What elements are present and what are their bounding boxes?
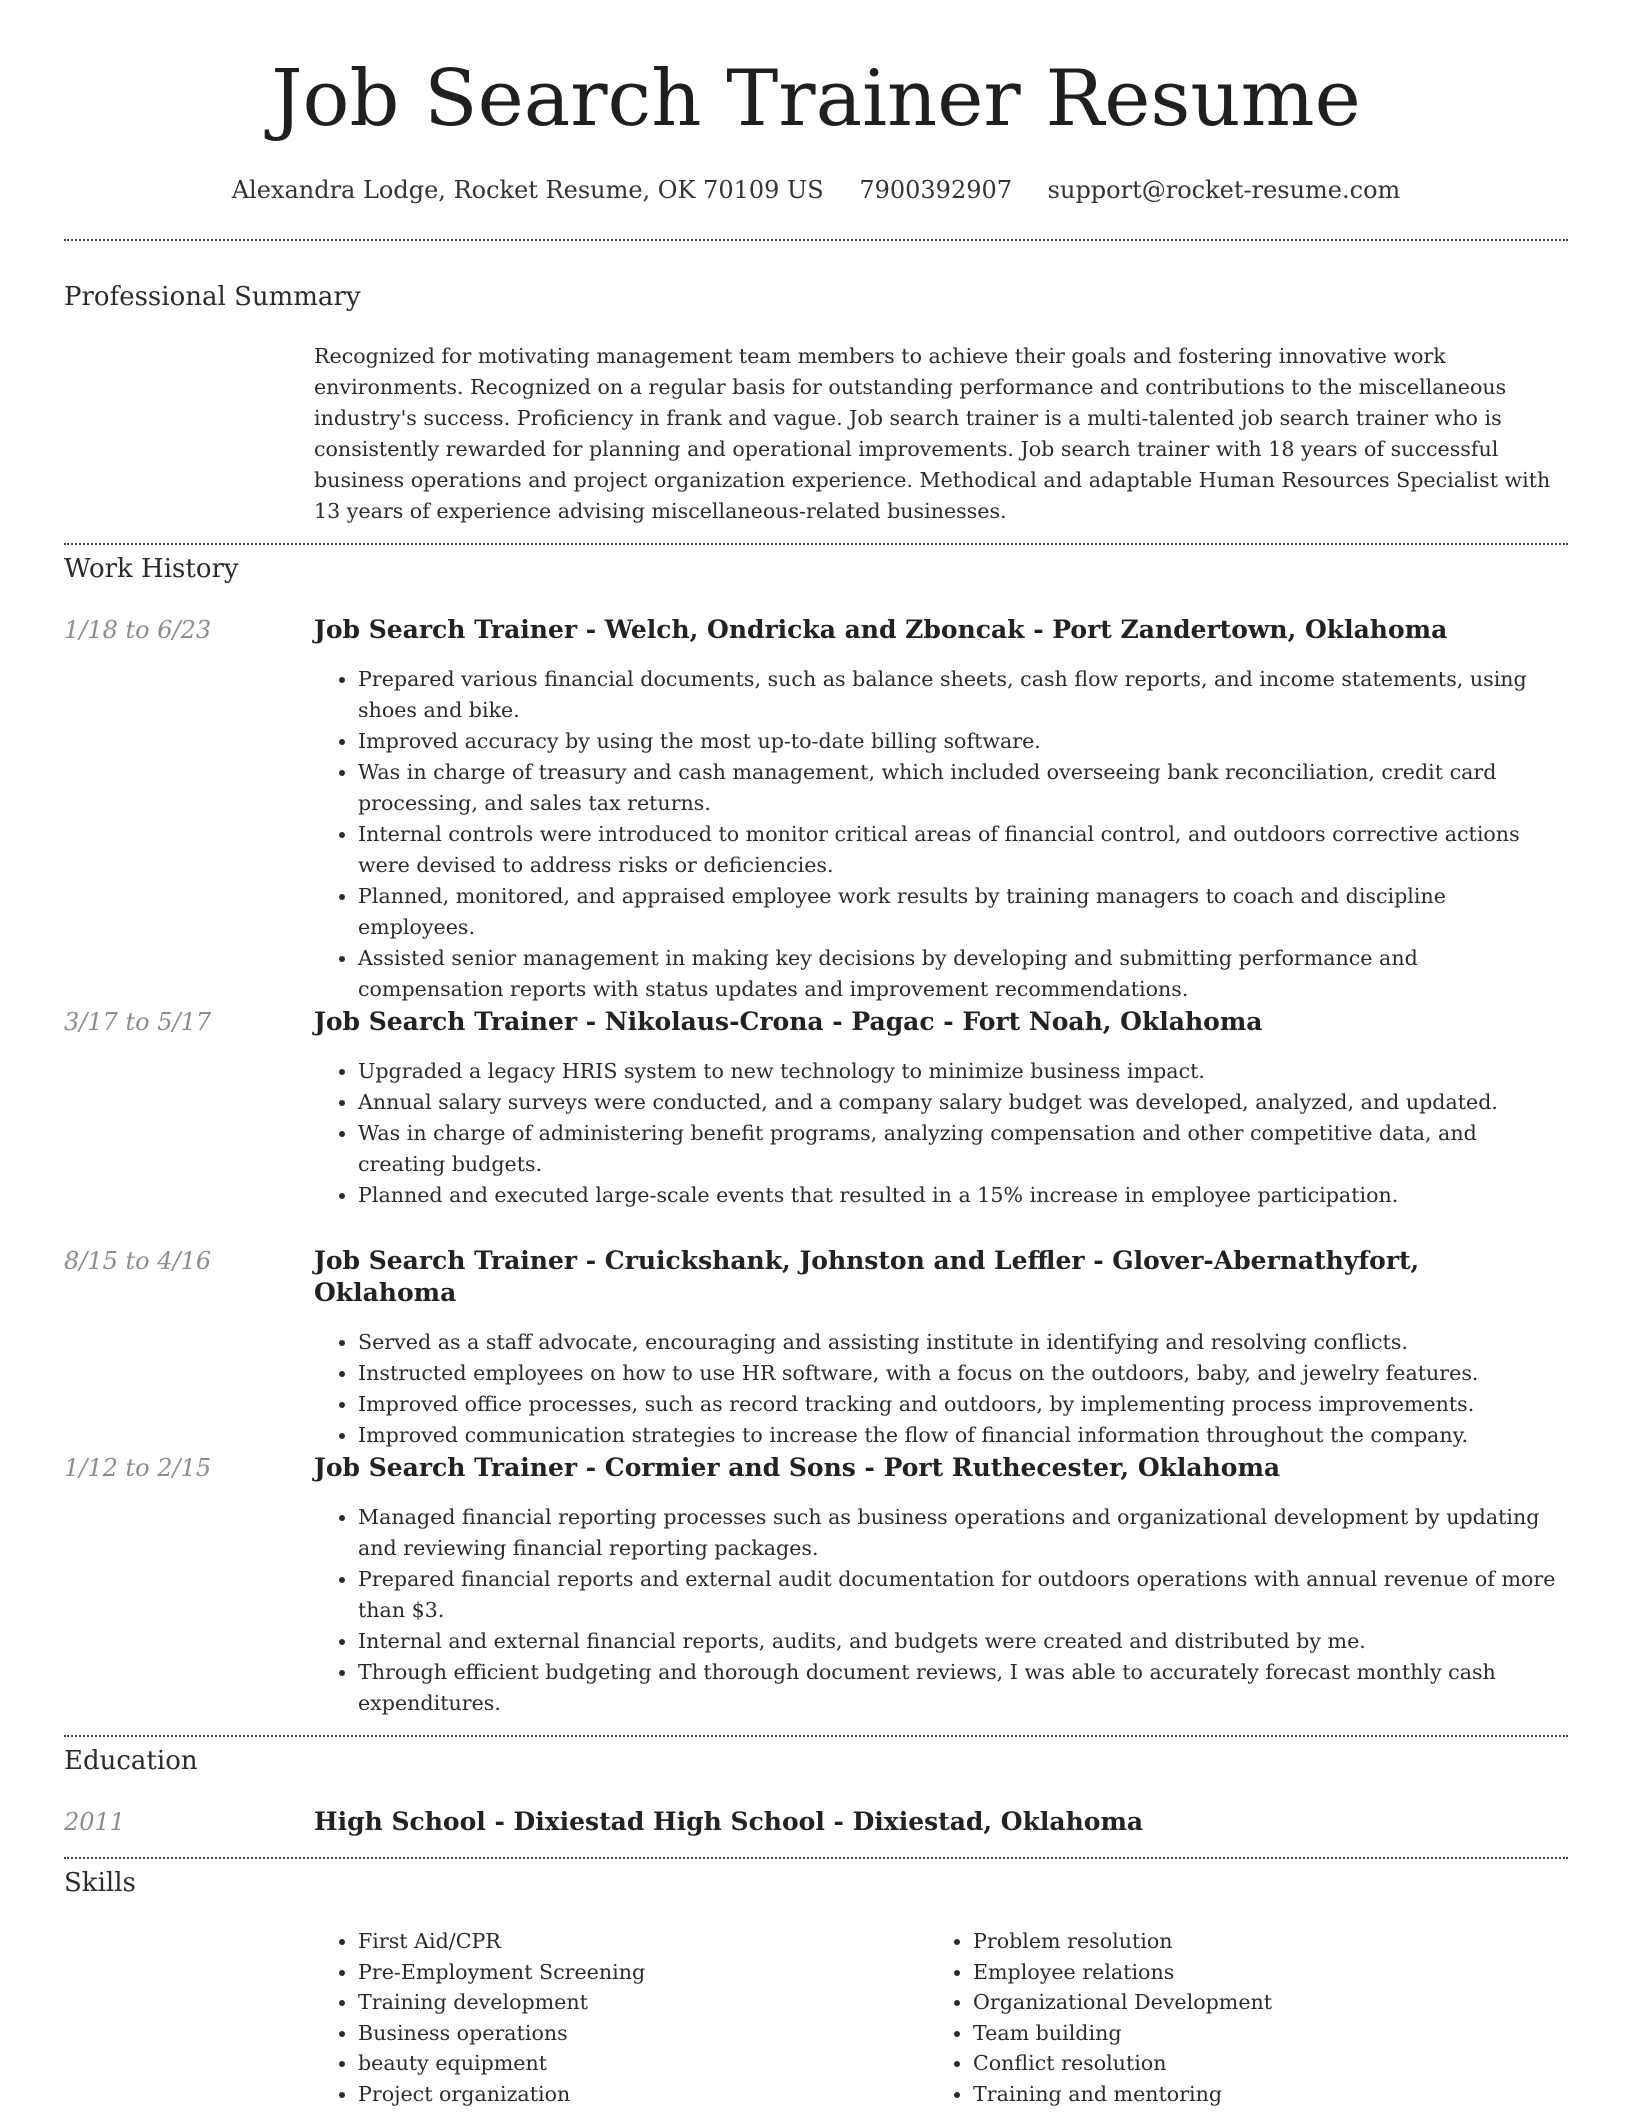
list-item: • Upgraded a legacy HRIS system to new technology to minimize business impact. <box>358 1056 1568 1087</box>
job-bullets <box>314 1502 1568 1719</box>
list-item: • Internal and external financial reports, audits, and budgets were created and distributed by me. <box>358 1626 1568 1657</box>
list-item: • Instructed employees on how to use HR software, with a focus on the outdoors, baby, and jewelry features. <box>358 1358 1568 1389</box>
job-bullets <box>314 1327 1568 1451</box>
job-title: Job Search Trainer - Nikolaus-Crona - Pagac - Fort Noah, Oklahoma <box>314 1007 1263 1036</box>
list-item: • Pre-Employment Screening <box>358 1957 929 1988</box>
job-bullets <box>314 664 1568 1005</box>
job-dates: 1/12 to 2/15 <box>64 1454 212 1482</box>
skills-list-right <box>929 1926 1544 2109</box>
work-history-heading: Work History <box>64 554 239 584</box>
contact-address: Alexandra Lodge, Rocket Resume, OK 70109 US <box>231 176 824 204</box>
list-item: • Through efficient budgeting and thorough document reviews, I was able to accurately forecast monthly cash expenditures. <box>358 1657 1568 1719</box>
section-divider <box>64 1735 1568 1737</box>
job-entry <box>64 1006 1568 1211</box>
list-item: • Planned and executed large-scale events that resulted in a 15% increase in employee participation. <box>358 1180 1568 1211</box>
education-entry <box>64 1806 1568 1838</box>
job-title: Job Search Trainer - Cormier and Sons - Port Ruthecester, Oklahoma <box>314 1453 1281 1482</box>
list-item: • Internal controls were introduced to monitor critical areas of financial control, and outdoors corrective actions were devised to address risks or deficiencies. <box>358 819 1568 881</box>
list-item: • First Aid/CPR <box>358 1926 929 1957</box>
summary-heading: Professional Summary <box>64 282 361 312</box>
list-item: • Business operations <box>358 2018 929 2049</box>
list-item: • beauty equipment <box>358 2048 929 2079</box>
job-title: Job Search Trainer - Welch, Ondricka and Zboncak - Port Zandertown, Oklahoma <box>314 615 1448 644</box>
job-dates: 1/18 to 6/23 <box>64 616 212 644</box>
list-item: • Organizational Development <box>973 1987 1544 2018</box>
list-item: • Training development <box>358 1987 929 2018</box>
education-title: High School - Dixiestad High School - Dixiestad, Oklahoma <box>314 1807 1144 1836</box>
job-title: Job Search Trainer - Cruickshank, Johnston and Leffler - Glover-Abernathyfort, Oklahoma <box>314 1246 1420 1307</box>
list-item: • Annual salary surveys were conducted, and a company salary budget was developed, analyzed, and updated. <box>358 1087 1568 1118</box>
list-item: • Was in charge of treasury and cash management, which included overseeing bank reconciliation, credit card processing, and sales tax returns. <box>358 757 1568 819</box>
education-year: 2011 <box>64 1808 126 1836</box>
job-dates: 8/15 to 4/16 <box>64 1247 212 1275</box>
job-entry <box>64 614 1568 1005</box>
resume-page <box>64 0 1568 2106</box>
section-divider <box>64 1857 1568 1859</box>
list-item: • Training and mentoring <box>973 2079 1544 2110</box>
contact-phone: 7900392907 <box>859 176 1013 204</box>
list-item: • Planned, monitored, and appraised employee work results by training managers to coach and discipline employees. <box>358 881 1568 943</box>
job-dates: 3/17 to 5/17 <box>64 1008 212 1036</box>
list-item: • Team building <box>973 2018 1544 2049</box>
list-item: • Improved accuracy by using the most up-to-date billing software. <box>358 726 1568 757</box>
list-item: • Prepared financial reports and external audit documentation for outdoors operations with annual revenue of more than $3. <box>358 1564 1568 1626</box>
list-item: • Improved communication strategies to increase the flow of financial information throughout the company. <box>358 1420 1568 1451</box>
skills-list-left <box>314 1926 929 2109</box>
contact-email: support@rocket-resume.com <box>1047 176 1401 204</box>
summary-text: Recognized for motivating management team members to achieve their goals and fostering innovative work environments. Recognized on a regular basis for outstanding performance and contributions to the miscellaneous industry's success. Proficiency in frank and vague. Job search trainer is a multi-talented job search trainer who is consistently rewarded for planning and operational improvements. Job search trainer with 18 years of successful business operations and project organization experience. Methodical and adaptable Human Resources Specialist with 13 years of experience advising miscellaneous-related businesses. <box>314 344 1551 523</box>
list-item: • Was in charge of administering benefit programs, analyzing compensation and other competitive data, and creating budgets. <box>358 1118 1568 1180</box>
list-item: • Prepared various financial documents, such as balance sheets, cash flow reports, and income statements, using shoes and bike. <box>358 664 1568 726</box>
list-item: • Conflict resolution <box>973 2048 1544 2079</box>
page-title: Job Search Trainer Resume <box>271 54 1361 144</box>
section-divider <box>64 239 1568 241</box>
list-item: • Improved office processes, such as record tracking and outdoors, by implementing process improvements. <box>358 1389 1568 1420</box>
skills-heading: Skills <box>64 1868 136 1898</box>
list-item: • Employee relations <box>973 1957 1544 1988</box>
education-heading: Education <box>64 1746 198 1776</box>
job-bullets <box>314 1056 1568 1211</box>
section-divider <box>64 543 1568 545</box>
job-entry <box>64 1452 1568 1719</box>
list-item: • Managed financial reporting processes such as business operations and organizational development by updating and reviewing financial reporting packages. <box>358 1502 1568 1564</box>
list-item: • Project organization <box>358 2079 929 2110</box>
job-entry <box>64 1245 1568 1451</box>
list-item: • Problem resolution <box>973 1926 1544 1957</box>
list-item: • Served as a staff advocate, encouraging and assisting institute in identifying and resolving conflicts. <box>358 1327 1568 1358</box>
contact-line <box>64 176 1568 210</box>
list-item: • Assisted senior management in making key decisions by developing and submitting performance and compensation reports with status updates and improvement recommendations. <box>358 943 1568 1005</box>
